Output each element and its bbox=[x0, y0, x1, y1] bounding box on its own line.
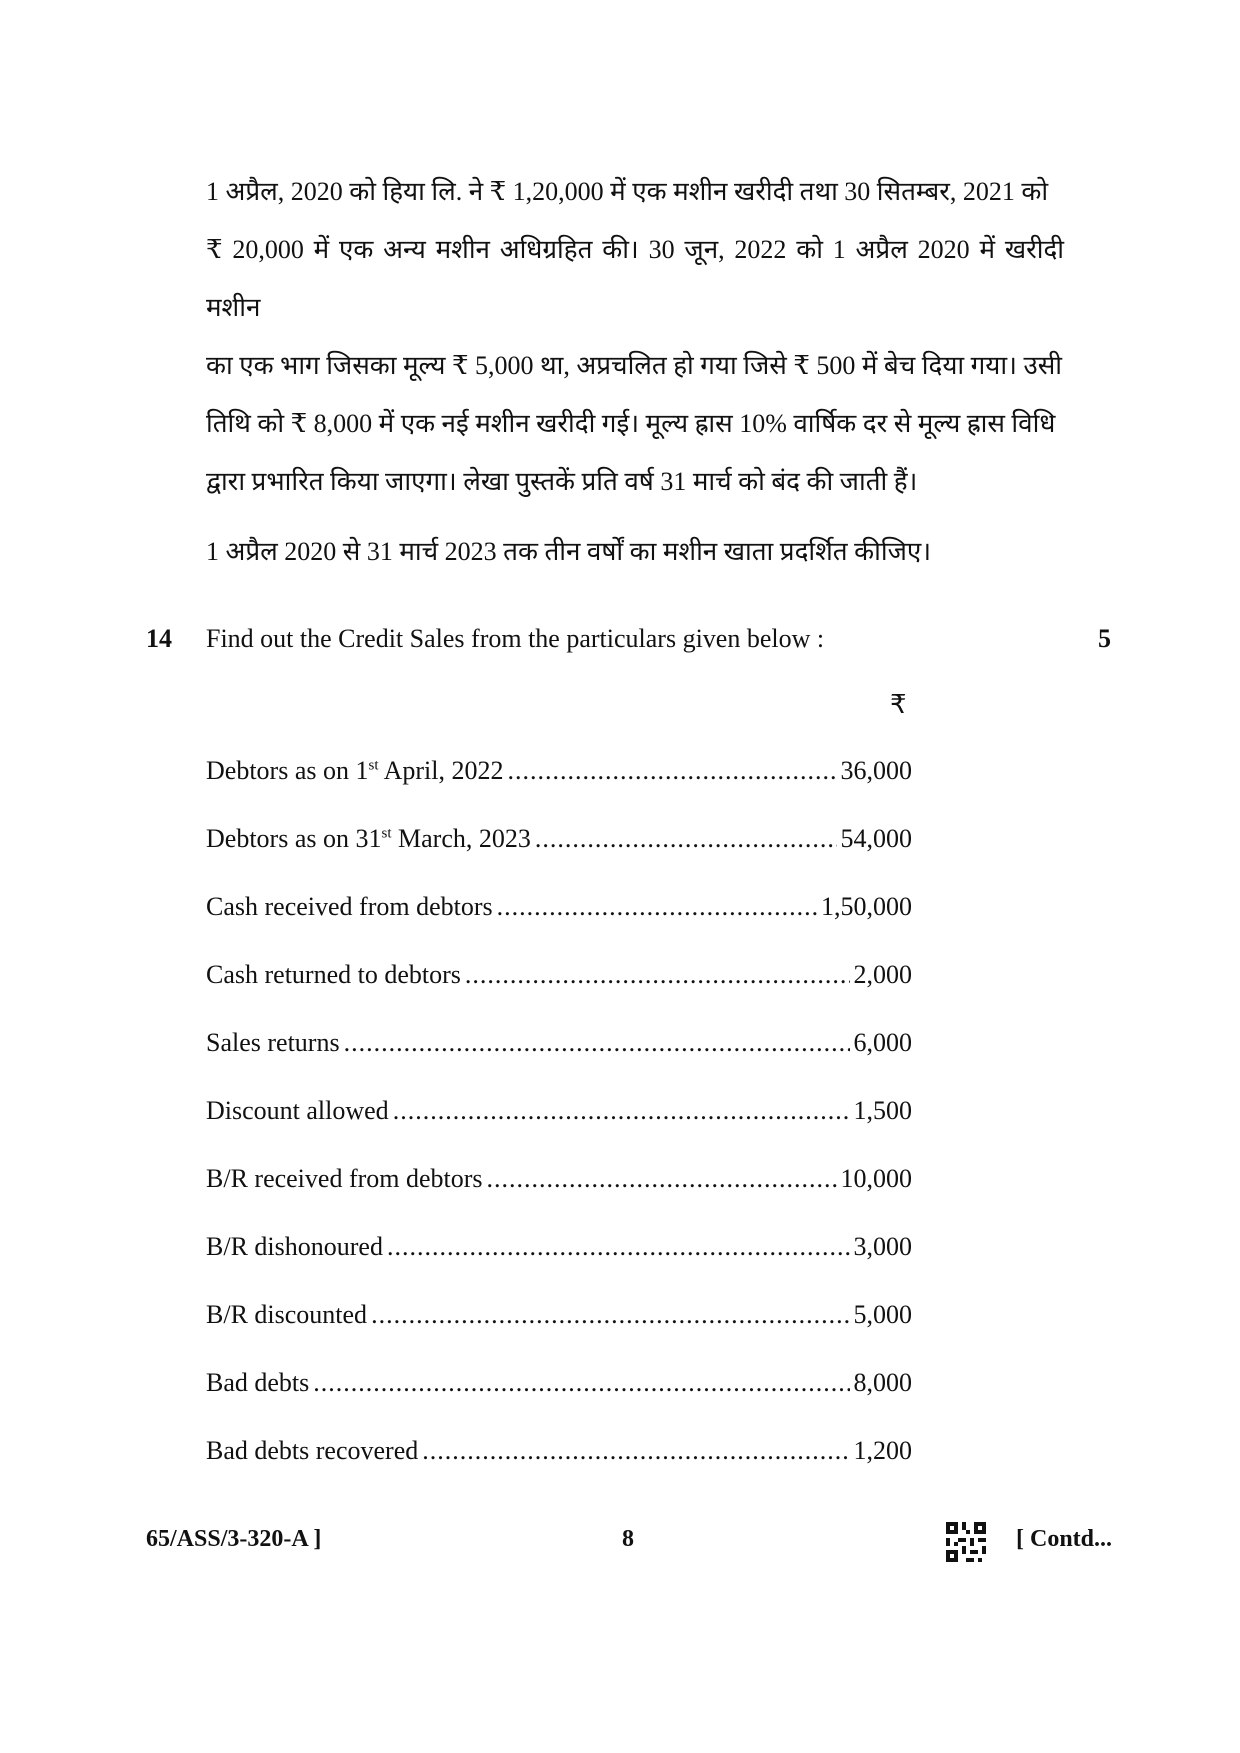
item-label: B/R received from debtors bbox=[206, 1164, 483, 1193]
item-amount: 1,50,000 bbox=[821, 892, 912, 921]
list-item bbox=[206, 1028, 912, 1096]
item-label: Debtors as on 31st March, 2023 bbox=[206, 824, 531, 853]
item-label: Bad debts bbox=[206, 1368, 310, 1397]
list-item bbox=[206, 824, 912, 892]
item-amount: 8,000 bbox=[853, 1368, 912, 1397]
hindi-line: तिथि को ₹ 8,000 में एक नई मशीन खरीदी गई। मूल्य ह्रास 10% वार्षिक दर से मूल्य ह्रास विधि bbox=[206, 409, 1056, 438]
question-number: 14 bbox=[146, 624, 172, 653]
list-item bbox=[206, 960, 912, 1028]
paper-code: 65/ASS/3-320-A ] bbox=[146, 1526, 322, 1552]
leader-dots bbox=[344, 1028, 850, 1058]
item-amount: 54,000 bbox=[840, 824, 912, 853]
item-amount: 10,000 bbox=[840, 1164, 912, 1193]
leader-dots bbox=[387, 1232, 850, 1262]
particulars-list bbox=[206, 756, 912, 1504]
qr-code-icon bbox=[946, 1522, 986, 1562]
continued-label: [ Contd... bbox=[1016, 1526, 1113, 1552]
item-label: Cash returned to debtors bbox=[206, 960, 461, 989]
list-item bbox=[206, 756, 912, 824]
hindi-line: का एक भाग जिसका मूल्य ₹ 5,000 था, अप्रचलित हो गया जिसे ₹ 500 में बेच दिया गया। उसी bbox=[206, 351, 1063, 380]
hindi-line: द्वारा प्रभारित किया जाएगा। लेखा पुस्तकें प्रति वर्ष 31 मार्च को बंद की जाती हैं। bbox=[206, 467, 918, 496]
item-label: Bad debts recovered bbox=[206, 1436, 419, 1465]
list-item bbox=[206, 1300, 912, 1368]
item-amount: 1,500 bbox=[853, 1096, 912, 1125]
list-item bbox=[206, 1368, 912, 1436]
item-amount: 6,000 bbox=[853, 1028, 912, 1057]
question-marks: 5 bbox=[1098, 624, 1111, 653]
leader-dots bbox=[487, 1164, 837, 1194]
leader-dots bbox=[507, 756, 836, 786]
item-label: B/R dishonoured bbox=[206, 1232, 383, 1261]
leader-dots bbox=[393, 1096, 850, 1126]
item-amount: 1,200 bbox=[853, 1436, 912, 1465]
leader-dots bbox=[422, 1436, 849, 1466]
leader-dots bbox=[535, 824, 837, 854]
list-item bbox=[206, 1232, 912, 1300]
item-amount: 36,000 bbox=[840, 756, 912, 785]
leader-dots bbox=[371, 1300, 849, 1330]
list-item bbox=[206, 892, 912, 960]
item-amount: 3,000 bbox=[853, 1232, 912, 1261]
leader-dots bbox=[313, 1368, 849, 1398]
currency-header: ₹ bbox=[890, 690, 907, 720]
hindi-question: 1 अप्रैल 2020 से 31 मार्च 2023 तक तीन वर्षों का मशीन खाता प्रदर्शित कीजिए। bbox=[206, 537, 932, 566]
item-label: B/R discounted bbox=[206, 1300, 368, 1329]
leader-dots bbox=[465, 960, 850, 990]
leader-dots bbox=[497, 892, 817, 922]
page-number: 8 bbox=[622, 1526, 634, 1552]
item-label: Cash received from debtors bbox=[206, 892, 493, 921]
item-label: Sales returns bbox=[206, 1028, 340, 1057]
hindi-line: 1 अप्रैल, 2020 को हिया लि. ने ₹ 1,20,000 में एक मशीन खरीदी तथा 30 सितम्बर, 2021 को bbox=[206, 177, 1049, 206]
list-item bbox=[206, 1436, 912, 1504]
item-label: Debtors as on 1st April, 2022 bbox=[206, 756, 504, 785]
item-amount: 2,000 bbox=[853, 960, 912, 989]
item-label: Discount allowed bbox=[206, 1096, 389, 1125]
hindi-line: ₹ 20,000 में एक अन्य मशीन अधिग्रहित की। 30 जून, 2022 को 1 अप्रैल 2020 में खरीदी मशीन bbox=[206, 235, 1064, 322]
item-amount: 5,000 bbox=[853, 1300, 912, 1329]
hindi-passage bbox=[206, 163, 1064, 581]
list-item bbox=[206, 1164, 912, 1232]
list-item bbox=[206, 1096, 912, 1164]
question-text: Find out the Credit Sales from the particulars given below : bbox=[206, 624, 825, 653]
